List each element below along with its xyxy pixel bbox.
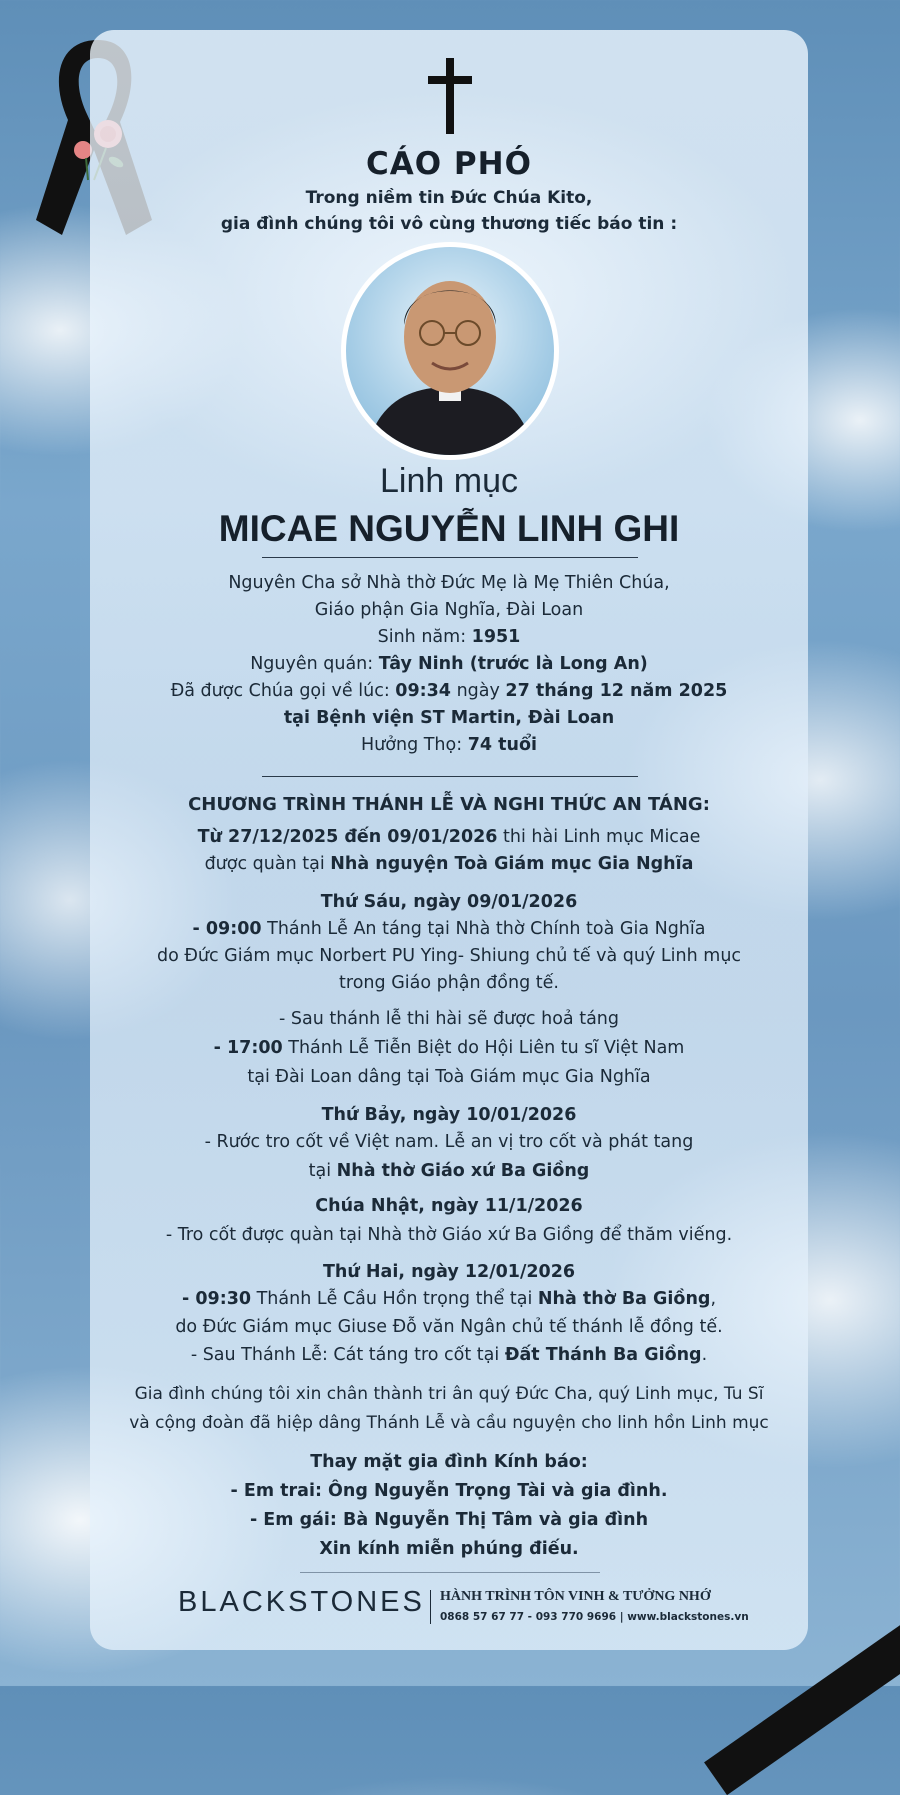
day1-time-1: - 09:00 <box>192 919 262 939</box>
cross-icon <box>418 56 482 136</box>
day-1-line-2: do Đức Giám mục Norbert PU Ying- Shiung chủ tế và quý Linh mục <box>156 946 742 966</box>
day-1-line-5 <box>90 1035 808 1062</box>
intro-line2-pre: được quàn tại <box>204 854 331 874</box>
thanks-line-1: Gia đình chúng tôi xin chân thành tri ân quý Đức Cha, quý Linh mục, Tu Sĩ <box>134 1384 764 1404</box>
death-place: tại Bệnh viện ST Martin, Đài Loan <box>283 708 615 728</box>
day-2-line-1: - Rước tro cốt về Việt nam. Lễ an vị tro cốt và phát tang <box>204 1132 694 1152</box>
day-3-title: Chúa Nhật, ngày 11/1/2026 <box>315 1196 583 1216</box>
brand-contact: 0868 57 67 77 - 093 770 9696 | www.blackstones.vn <box>440 1611 749 1623</box>
divider <box>262 557 638 558</box>
portrait-photo <box>341 242 559 460</box>
family-note: Xin kính miễn phúng điếu. <box>319 1539 579 1559</box>
day4-l3-end: . <box>701 1345 708 1365</box>
divider <box>262 776 638 777</box>
subtitle-line-1: Trong niềm tin Đức Chúa Kito, <box>305 188 593 208</box>
program-heading: CHƯƠNG TRÌNH THÁNH LỄ VÀ NGHI THỨC AN TÁNG: <box>188 794 710 815</box>
age-label: Hưởng Thọ: <box>361 735 468 755</box>
family-heading: Thay mặt gia đình Kính báo: <box>310 1452 588 1472</box>
day4-l3-pre: - Sau Thánh Lễ: Cát táng tro cốt tại <box>190 1345 505 1365</box>
day4-mid: Thánh Lễ Cầu Hồn trọng thể tại <box>251 1289 538 1309</box>
age-value: 74 tuổi <box>467 735 537 755</box>
day2-place: Nhà thờ Giáo xứ Ba Giồng <box>336 1161 590 1181</box>
birth-year-line <box>90 624 808 651</box>
family-brother: - Em trai: Ông Nguyễn Trọng Tài và gia đình. <box>230 1481 668 1501</box>
day4-end: , <box>710 1289 717 1309</box>
day-4-title: Thứ Hai, ngày 12/01/2026 <box>322 1262 576 1282</box>
clergy-title: Linh mục <box>380 462 518 500</box>
origin-value: Tây Ninh (trước là Long An) <box>378 654 648 674</box>
death-mid: ngày <box>451 681 506 701</box>
day-4-line-2: do Đức Giám mục Giuse Đỗ văn Ngân chủ tế thánh lễ đồng tế. <box>175 1317 723 1337</box>
day1-time-2: - 17:00 <box>213 1038 283 1058</box>
intro-range: Từ 27/12/2025 đến 09/01/2026 <box>197 827 498 847</box>
day-1-title: Thứ Sáu, ngày 09/01/2026 <box>320 892 578 912</box>
program-intro-line-1 <box>90 824 808 851</box>
intro-rest: thi hài Linh mục Micae <box>497 827 701 847</box>
death-label: Đã được Chúa gọi về lúc: <box>170 681 396 701</box>
day4-l3-place: Đất Thánh Ba Giồng <box>504 1345 702 1365</box>
day-1-line-3: trong Giáo phận đồng tế. <box>339 973 559 993</box>
bio-line-2: Giáo phận Gia Nghĩa, Đài Loan <box>314 600 584 620</box>
day-4-line-3 <box>90 1342 808 1369</box>
day1-text-5: Thánh Lễ Tiễn Biệt do Hội Liên tu sĩ Việt Nam <box>282 1038 685 1058</box>
day4-church: Nhà thờ Ba Giồng <box>537 1289 711 1309</box>
thanks-line-2: và cộng đoàn đã hiệp dâng Thánh Lễ và cầu nguyện cho linh hồn Linh mục <box>129 1413 769 1433</box>
program-intro-line-2 <box>90 851 808 878</box>
death-time: 09:34 <box>395 681 451 701</box>
day1-text-1: Thánh Lễ An táng tại Nhà thờ Chính toà Gia Nghĩa <box>261 919 706 939</box>
origin-label: Nguyên quán: <box>250 654 379 674</box>
age-line <box>90 732 808 759</box>
birth-label: Sinh năm: <box>377 627 472 647</box>
divider <box>300 1572 600 1573</box>
day2-pre: tại <box>308 1161 337 1181</box>
day-2-line-2 <box>90 1158 808 1185</box>
day4-time: - 09:30 <box>181 1289 252 1309</box>
day-2-title: Thứ Bảy, ngày 10/01/2026 <box>321 1105 577 1125</box>
family-sister: - Em gái: Bà Nguyễn Thị Tâm và gia đình <box>249 1510 649 1530</box>
day-4-line-1 <box>90 1286 808 1313</box>
death-line <box>90 678 808 705</box>
day-1-line-6: tại Đài Loan dâng tại Toà Giám mục Gia Nghĩa <box>247 1067 651 1087</box>
day-3-line-1: - Tro cốt được quàn tại Nhà thờ Giáo xứ Ba Giồng để thăm viếng. <box>165 1225 733 1245</box>
page-title: CÁO PHÓ <box>366 146 532 182</box>
brand-logo: BLACKSTONES <box>178 1586 425 1618</box>
origin-line <box>90 651 808 678</box>
brand-tagline: HÀNH TRÌNH TÔN VINH & TƯỞNG NHỚ <box>440 1589 711 1604</box>
birth-year: 1951 <box>471 627 521 647</box>
death-date: 27 tháng 12 năm 2025 <box>505 681 728 701</box>
day-1-line-4: - Sau thánh lễ thi hài sẽ được hoả táng <box>278 1009 619 1029</box>
bio-line-1: Nguyên Cha sở Nhà thờ Đức Mẹ là Mẹ Thiên Chúa, <box>228 573 670 593</box>
deceased-name: MICAE NGUYỄN LINH GHI <box>218 508 680 549</box>
intro-line2-bold: Nhà nguyện Toà Giám mục Gia Nghĩa <box>330 854 694 874</box>
day-1-line-1 <box>90 916 808 943</box>
footer-separator <box>430 1590 431 1624</box>
subtitle-line-2: gia đình chúng tôi vô cùng thương tiếc báo tin : <box>220 214 678 234</box>
